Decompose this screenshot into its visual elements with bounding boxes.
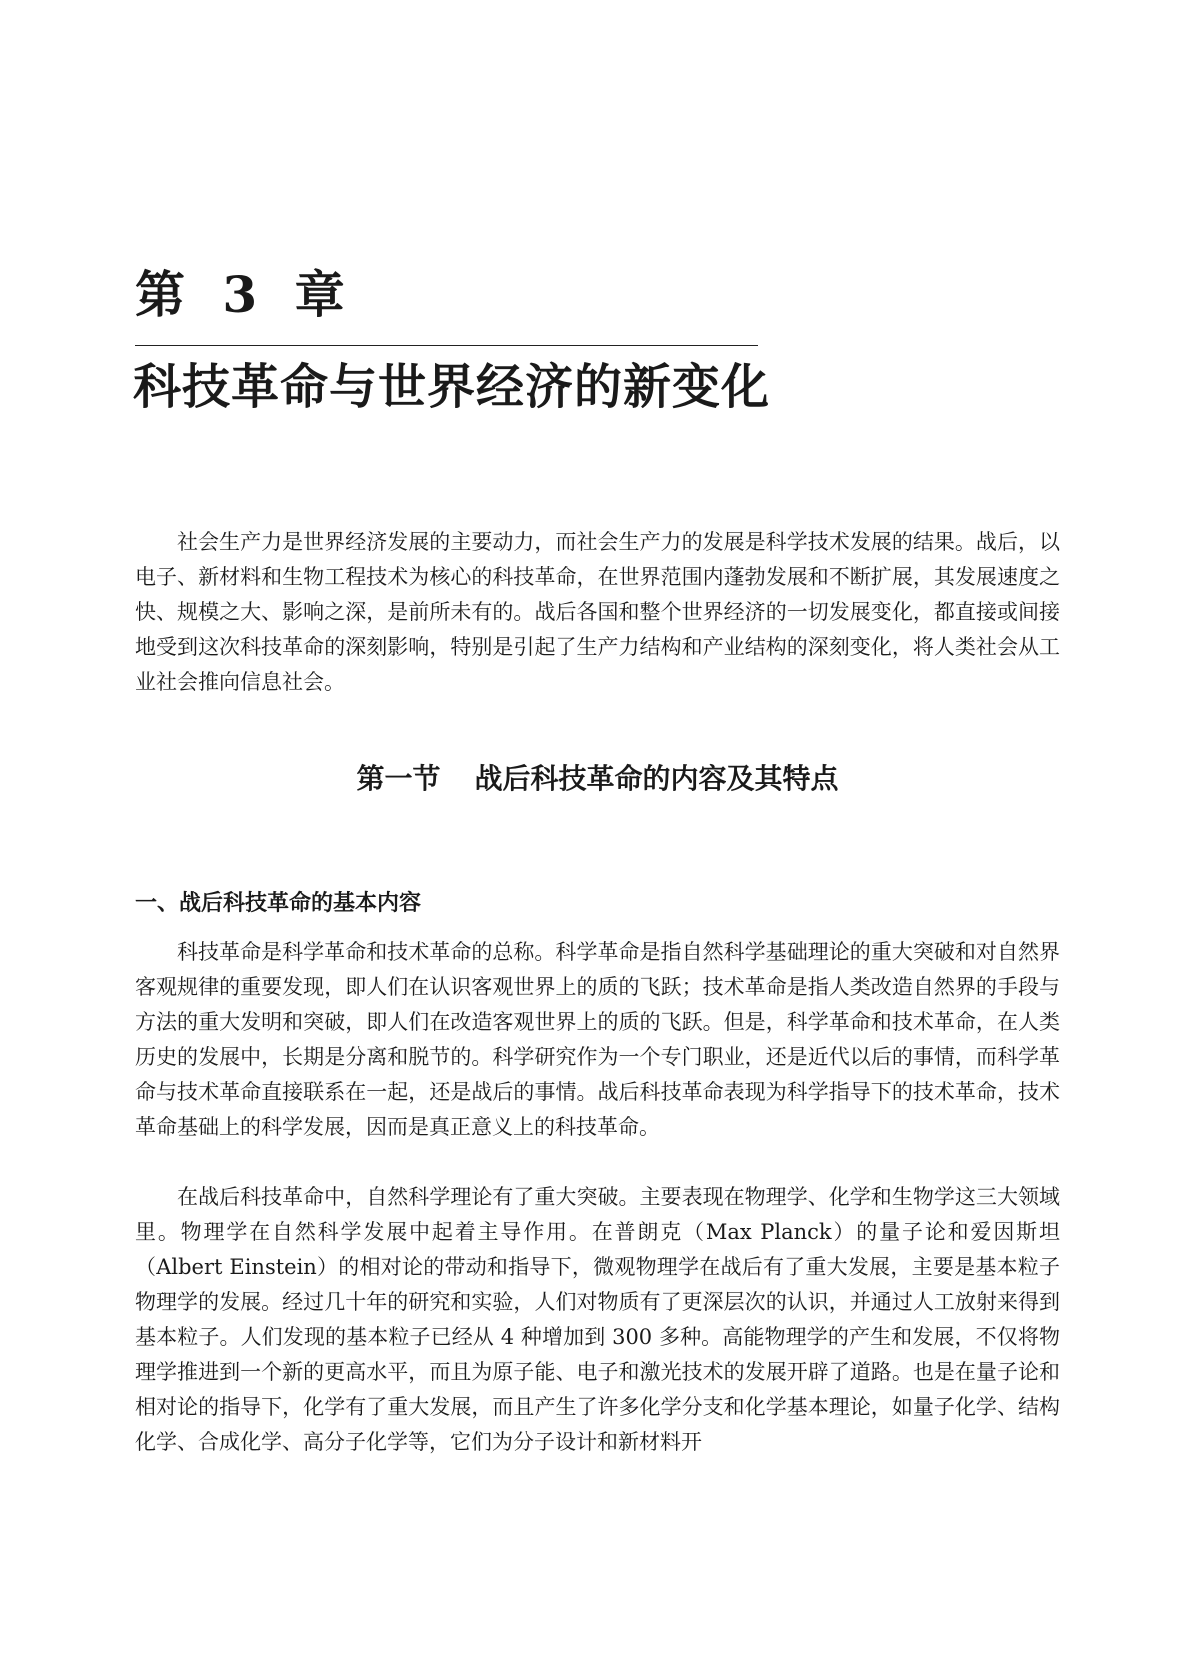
section-title: 战后科技革命的内容及其特点 — [474, 762, 839, 795]
chapter-number: 第 3 章 — [135, 265, 355, 324]
chapter-title: 科技革命与世界经济的新变化 — [133, 359, 771, 415]
section-heading — [135, 762, 1060, 795]
subsection-heading: 一、战后科技革命的基本内容 — [135, 891, 422, 916]
body-paragraph: 科技革命是科学革命和技术革命的总称。科学革命是指自然科学基础理论的重大突破和对自然界客观规律的重要发现，即人们在认识客观世界上的质的飞跃；技术革命是指人类改造自然界的手段与方法的重大发明和突破，即人们在改造客观世界上的质的飞跃。但是，科学革命和技术革命，在人类历史的发展中，长期是分离和脱节的。科学研究作为一个专门职业，还是近代以后的事情，而科学革命与技术革命直接联系在一起，还是战后的事情。战后科技革命表现为科学指导下的技术革命，技术革命基础上的科学发展，因而是真正意义上的科技革命。 — [135, 940, 1060, 1139]
section-number: 第一节 — [356, 762, 441, 795]
chapter-divider — [135, 345, 758, 346]
intro-paragraph: 社会生产力是世界经济发展的主要动力，而社会生产力的发展是科学技术发展的结果。战后，以电子、新材料和生物工程技术为核心的科技革命，在世界范围内蓬勃发展和不断扩展，其发展速度之快、规模之大、影响之深，是前所未有的。战后各国和整个世界经济的一切发展变化，都直接或间接地受到这次科技革命的深刻影响，特别是引起了生产力结构和产业结构的深刻变化，将人类社会从工业社会推向信息社会。 — [135, 530, 1060, 694]
body-paragraph: 在战后科技革命中，自然科学理论有了重大突破。主要表现在物理学、化学和生物学这三大领域里。物理学在自然科学发展中起着主导作用。在普朗克（Max Planck）的量子论和爱因斯坦（Albert Einstein）的相对论的带动和指导下，微观物理学在战后有了重大发展，主要是基本粒子物理学的发展。经过几十年的研究和实验，人们对物质有了更深层次的认识，并通过人工放射来得到基本粒子。人们发现的基本粒子已经从 4 种增加到 300 多种。高能物理学的产生和发展，不仅将物理学推进到一个新的更高水平，而且为原子能、电子和激光技术的发展开辟了道路。也是在量子论和相对论的指导下，化学有了重大发展，而且产生了许多化学分支和化学基本理论，如量子化学、结构化学、合成化学、高分子化学等，它们为分子设计和新材料开 — [135, 1185, 1060, 1454]
